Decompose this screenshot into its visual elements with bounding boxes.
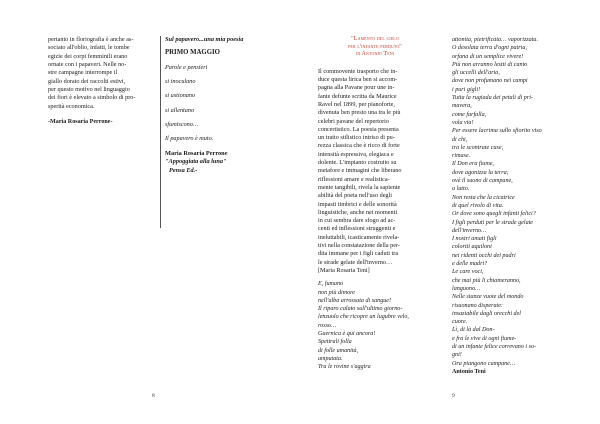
- intro-line: fante defunte scritta da Maurice: [318, 92, 397, 100]
- article-line: pertanto in floriografia è anche as-: [48, 36, 134, 43]
- heading-line: per l'infante perduto": [348, 43, 402, 50]
- lament-poem-column: [452, 36, 564, 376]
- poem-line: O desolata terra d'ogni patria,: [452, 45, 527, 52]
- poem-line: Il riparo calato sull'ultimo giorno-: [318, 306, 403, 313]
- intro-line: rezza classica che è ricco di forte: [318, 142, 400, 150]
- poem-line: e delle madri?: [452, 261, 488, 268]
- poem-line: orfana di un semplice vivere!: [452, 53, 524, 60]
- poem-line: vola via!: [452, 119, 474, 126]
- poem-line: lenzuolo che ricopre un lugubre velo,: [318, 314, 409, 321]
- poem-line: come farfalla,: [452, 111, 487, 118]
- intro-line: dolente. L'impianto costruito su: [318, 159, 397, 167]
- poem-line: Spettrali folla: [318, 339, 352, 346]
- intro-line: Ravel nel 1899, per pianoforte,: [318, 100, 395, 108]
- intro-line: dita immane per i figli caduti tra: [318, 250, 399, 258]
- intro-line: in cui sembra dare sfogo ad ac-: [318, 217, 396, 225]
- poem-line: si inoculano: [165, 78, 196, 86]
- column-divider: [160, 36, 161, 228]
- poem-line: Non resta che la cicatrice: [452, 194, 515, 201]
- poem-line: di un infante felice correvano i so-: [452, 343, 537, 350]
- poem-line: di quel rivolo di vita.: [452, 202, 504, 209]
- poem-line: Or dove sono quegli infanti felici?: [452, 211, 536, 218]
- poem-line: si allentano: [165, 106, 195, 114]
- poem-signature: Maria Rosaria Perrone: [165, 149, 228, 157]
- poem-line: gli uccelli dell'aria,: [452, 70, 500, 77]
- poem-line: dell'inverno…: [452, 227, 487, 234]
- intro-line: abilità del poeta nell'uso degli: [318, 192, 392, 200]
- intro-line: divenuta ben presto una tra le più: [318, 109, 401, 117]
- poem-line: che mai più li chiameranno,: [452, 277, 521, 284]
- lament-intro: [318, 68, 432, 275]
- poem-line: ovè il suono di campane,: [452, 178, 513, 185]
- poem-line: tra le scontrate case,: [452, 144, 504, 151]
- lament-heading: [318, 36, 432, 59]
- poem-line: si ustionano: [165, 92, 196, 100]
- intro-line: pagna alla Pavane pour une in-: [318, 84, 395, 92]
- poem-line: rimase.: [452, 153, 471, 160]
- intro-line: duce questa lirica ben si accom-: [318, 76, 398, 84]
- intro-line: celebri pavane del repertorio: [318, 117, 389, 125]
- article-signature: -Maria Rosaria Perrone-: [48, 119, 113, 126]
- poem-line: insaziabile dagli orecchi del: [452, 310, 521, 317]
- article-line: stre campagne interrompe il: [48, 69, 118, 77]
- poem-line: Nelle stanze vuote del mondo: [452, 294, 524, 301]
- heading-line: "Lamento del cielo: [351, 36, 399, 42]
- article-line: ornate con i papaveri. Nelle no-: [48, 61, 127, 69]
- article-line: egizie dei corpi femminili erano: [48, 52, 128, 60]
- poem-line: Più non arranno lestti di canto: [452, 61, 528, 68]
- article-line: sociato all'oblio, infatti, le tombe: [48, 44, 130, 52]
- intro-line: le strade gelate dell'inverno…: [318, 258, 393, 266]
- intro-line: centi ed inflessioni struggenti e: [318, 225, 396, 233]
- poem-line: dove agonizza la terra;: [452, 169, 509, 176]
- page-number-left: 8: [152, 393, 155, 399]
- lament-poem-part-1: [318, 280, 432, 371]
- poem-line: di chi,: [452, 136, 468, 143]
- intro-line: impasti timbrici e delle sonorità: [318, 200, 397, 208]
- poem-line: Lì, di là dal Don-: [452, 327, 495, 334]
- poem-line: Per essere lacrima sullo sfiorito viso: [452, 128, 542, 135]
- intro-line: Il commovente trasporto che in-: [318, 67, 398, 75]
- poem-subtitle: PRIMO MAGGIO: [165, 49, 220, 57]
- poem-line: Tutta la rugiada dei petali di pri-: [452, 95, 533, 102]
- poem-line: Parole e pensieri: [165, 63, 208, 71]
- poem-line: nei ridenti occhi dei padri: [452, 252, 516, 259]
- poem-line: I nostri amati figli: [452, 236, 497, 243]
- poem-line: risuonano disperate:: [452, 302, 503, 309]
- intro-line: ineluttabili, icasticamente rivela-: [318, 233, 400, 241]
- poem-line: gni!: [452, 352, 462, 359]
- poem-line: mavera,: [452, 103, 472, 110]
- poem-line: nell'alba arrossata di sangue!: [318, 297, 392, 304]
- lament-column: [318, 36, 432, 371]
- poem-publisher: Pensa Ed.-: [169, 166, 198, 174]
- article-line: dei fiori è elevato a simbolo di pro-: [48, 94, 136, 102]
- poem-line: non più dimore: [318, 289, 356, 296]
- intro-line: tivi nella constatazione della per-: [318, 242, 400, 250]
- poem-line: Guernica è qui ancora!: [318, 330, 376, 337]
- poem-line: a lutto.: [452, 186, 470, 193]
- poem-line: cuore.: [452, 319, 468, 326]
- intro-line: metafore e immagini che liberano: [318, 167, 402, 175]
- article-end-column: [48, 36, 156, 126]
- article-line: giallo dorato dei raccolti estivi,: [48, 77, 126, 85]
- intro-line: mente tangibili, rivela la sapiente: [318, 183, 401, 191]
- poem-line: languono…: [452, 285, 481, 292]
- poem-line: attonita, pietrificata… vaporizzata.: [452, 37, 538, 43]
- intro-line: riflessioni amare e realistica-: [318, 175, 390, 183]
- poem-line: Il Don era fiume,: [452, 161, 494, 168]
- poem-line: di folle umanità,: [318, 347, 359, 354]
- poem-line: sfumiscono…: [165, 121, 199, 129]
- poem-line: rosso…: [318, 322, 337, 329]
- intro-line: un tratto stilistico intriso di pu-: [318, 134, 395, 142]
- lament-signature: Antonio Teni: [452, 368, 486, 375]
- poem-lines: [165, 64, 265, 144]
- poem-line: E, fumano: [318, 281, 344, 288]
- article-line: per questo motivo nel linguaggio: [48, 86, 130, 94]
- intro-line: concertistico. La poesia presenta: [318, 125, 399, 133]
- article-text: [48, 36, 156, 111]
- poem-line: I figli perduti per le strade gelate: [452, 219, 534, 226]
- poem-line: e fra le vive di ogni fiume-: [452, 335, 517, 342]
- poem-line: coloriti aquiloni: [452, 244, 492, 251]
- poem-line: Tra le rovine s'aggira: [318, 364, 371, 371]
- heading-line: di Antonio Teni: [355, 51, 395, 58]
- intro-line: linguistiche, anche nei momenti: [318, 208, 398, 216]
- poem-title: Sul papavero...una mia poesia: [165, 36, 244, 43]
- poem-line: i puri gigli!: [452, 86, 481, 93]
- poem-box: [165, 36, 265, 175]
- poem-line: Il papavero è muto.: [165, 135, 214, 143]
- poem-line: dove non profumano nei campi: [452, 78, 528, 85]
- lament-poem-part-2: [452, 36, 564, 368]
- poem-book: "Appoggiata alla luna": [165, 158, 227, 166]
- intro-line: intensità espressiva, elegiaca e: [318, 150, 394, 158]
- poem-line: Ora piangono campane…: [452, 360, 516, 367]
- poem-line: Le care voci,: [452, 269, 484, 276]
- poem-line: amputata.: [318, 355, 343, 362]
- page-number-right: 9: [452, 393, 455, 399]
- article-line: sperità economica.: [48, 102, 95, 110]
- intro-line: [Maria Rosaria Teni]: [318, 266, 370, 274]
